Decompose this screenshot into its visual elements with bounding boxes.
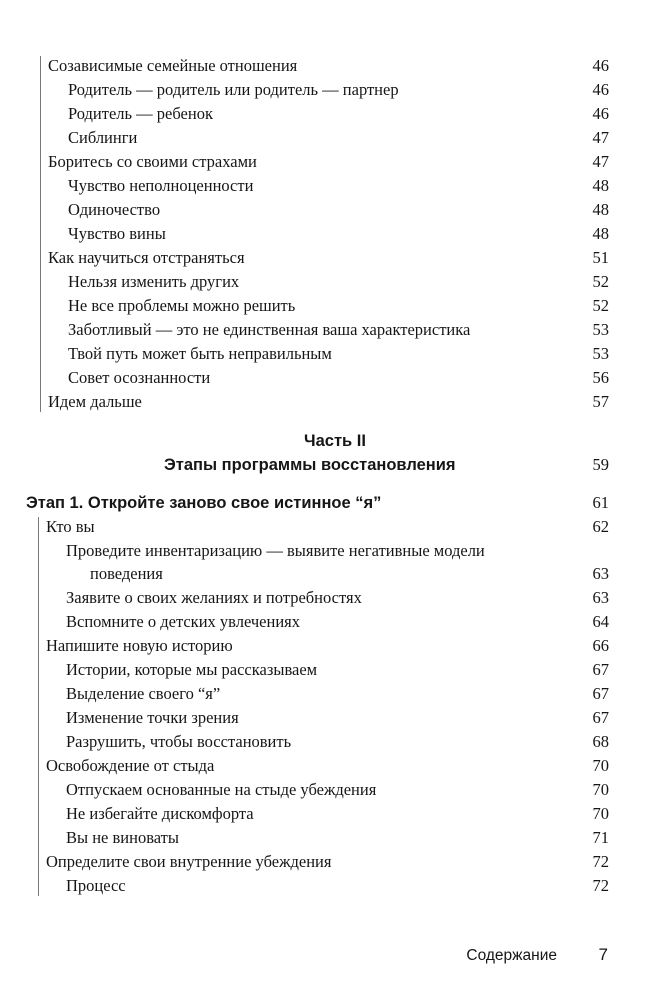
toc-entry: Отпускаем основанные на стыде убеждения	[66, 780, 377, 799]
part-title: Этапы программы восстановления	[164, 456, 456, 474]
toc-entry: Напишите новую историю	[46, 636, 233, 655]
toc-page: 47	[592, 152, 609, 171]
toc-page: 53	[592, 320, 609, 339]
toc-entry: Освобождение от стыда	[46, 756, 215, 775]
toc-entry: Заявите о своих желаниях и потребностях	[66, 588, 362, 607]
section-bracket-line	[38, 517, 39, 896]
toc-page: 67	[592, 684, 609, 703]
section-bracket-line	[40, 56, 41, 412]
toc-page: 63	[592, 564, 609, 583]
toc-page: 64	[592, 612, 609, 631]
part-label: Часть II	[304, 432, 366, 450]
toc-page: 70	[592, 804, 609, 823]
toc-page: 59	[592, 455, 609, 474]
toc-page: 62	[592, 517, 609, 536]
toc-page: 63	[592, 588, 609, 607]
toc-entry: Чувство вины	[68, 224, 166, 243]
toc-entry: Вы не виноваты	[66, 828, 179, 847]
running-footer-label: Содержание	[466, 947, 557, 964]
toc-page: 57	[592, 392, 609, 411]
toc-entry: Определите свои внутренние убеждения	[46, 852, 332, 871]
toc-entry: Родитель — ребенок	[68, 104, 213, 123]
toc-page: 72	[592, 852, 609, 871]
toc-page: 71	[592, 828, 609, 847]
toc-entry: Совет осознанности	[68, 368, 211, 387]
toc-page: 52	[592, 296, 609, 315]
toc-page: 68	[592, 732, 609, 751]
chapter-heading: Этап 1. Откройте заново свое истинное “я”	[26, 494, 382, 512]
toc-page: 70	[592, 780, 609, 799]
toc-entry: Нельзя изменить других	[68, 272, 240, 291]
toc-entry: Проведите инвентаризацию — выявите негативные модели	[66, 541, 485, 560]
toc-page: 46	[592, 56, 609, 75]
toc-page: 61	[592, 493, 609, 512]
toc-entry: Изменение точки зрения	[66, 708, 239, 727]
toc-entry: Заботливый — это не единственная ваша характеристика	[68, 320, 471, 339]
toc-page: 48	[592, 200, 609, 219]
toc-page: 70	[592, 756, 609, 775]
toc-entry: Одиночество	[68, 200, 161, 219]
toc-entry: Сиблинги	[68, 128, 138, 147]
toc-entry: Боритесь со своими страхами	[48, 152, 257, 171]
toc-entry: Чувство неполноценности	[68, 176, 254, 195]
toc-page: 48	[592, 224, 609, 243]
toc-entry: Кто вы	[46, 517, 95, 536]
toc-page: 72	[592, 876, 609, 895]
toc-entry: Не избегайте дискомфорта	[66, 804, 254, 823]
toc-entry-continuation: поведения	[90, 564, 163, 583]
toc-page: 56	[592, 368, 609, 387]
toc-entry: Идем дальше	[48, 392, 142, 411]
toc-page: 47	[592, 128, 609, 147]
toc-page: 51	[592, 248, 609, 267]
toc-entry: Родитель — родитель или родитель — партнер	[68, 80, 399, 99]
toc-entry: Процесс	[66, 876, 126, 895]
toc-entry: Созависимые семейные отношения	[48, 56, 298, 75]
toc-page: 48	[592, 176, 609, 195]
toc-page: 66	[592, 636, 609, 655]
toc-page: 46	[592, 104, 609, 123]
toc-entry: Как научиться отстраняться	[48, 248, 245, 267]
toc-page: 53	[592, 344, 609, 363]
toc-entry: Истории, которые мы рассказываем	[66, 660, 318, 679]
toc-entry: Не все проблемы можно решить	[68, 296, 296, 315]
toc-entry: Выделение своего “я”	[66, 684, 221, 703]
toc-page: 52	[592, 272, 609, 291]
toc-page: 67	[592, 708, 609, 727]
toc-page: 46	[592, 80, 609, 99]
toc-entry: Вспомните о детских увлечениях	[66, 612, 300, 631]
page-number: 7	[598, 945, 608, 964]
toc-entry: Твой путь может быть неправильным	[68, 344, 332, 363]
toc-page: 67	[592, 660, 609, 679]
toc-entry: Разрушить, чтобы восстановить	[66, 732, 292, 751]
